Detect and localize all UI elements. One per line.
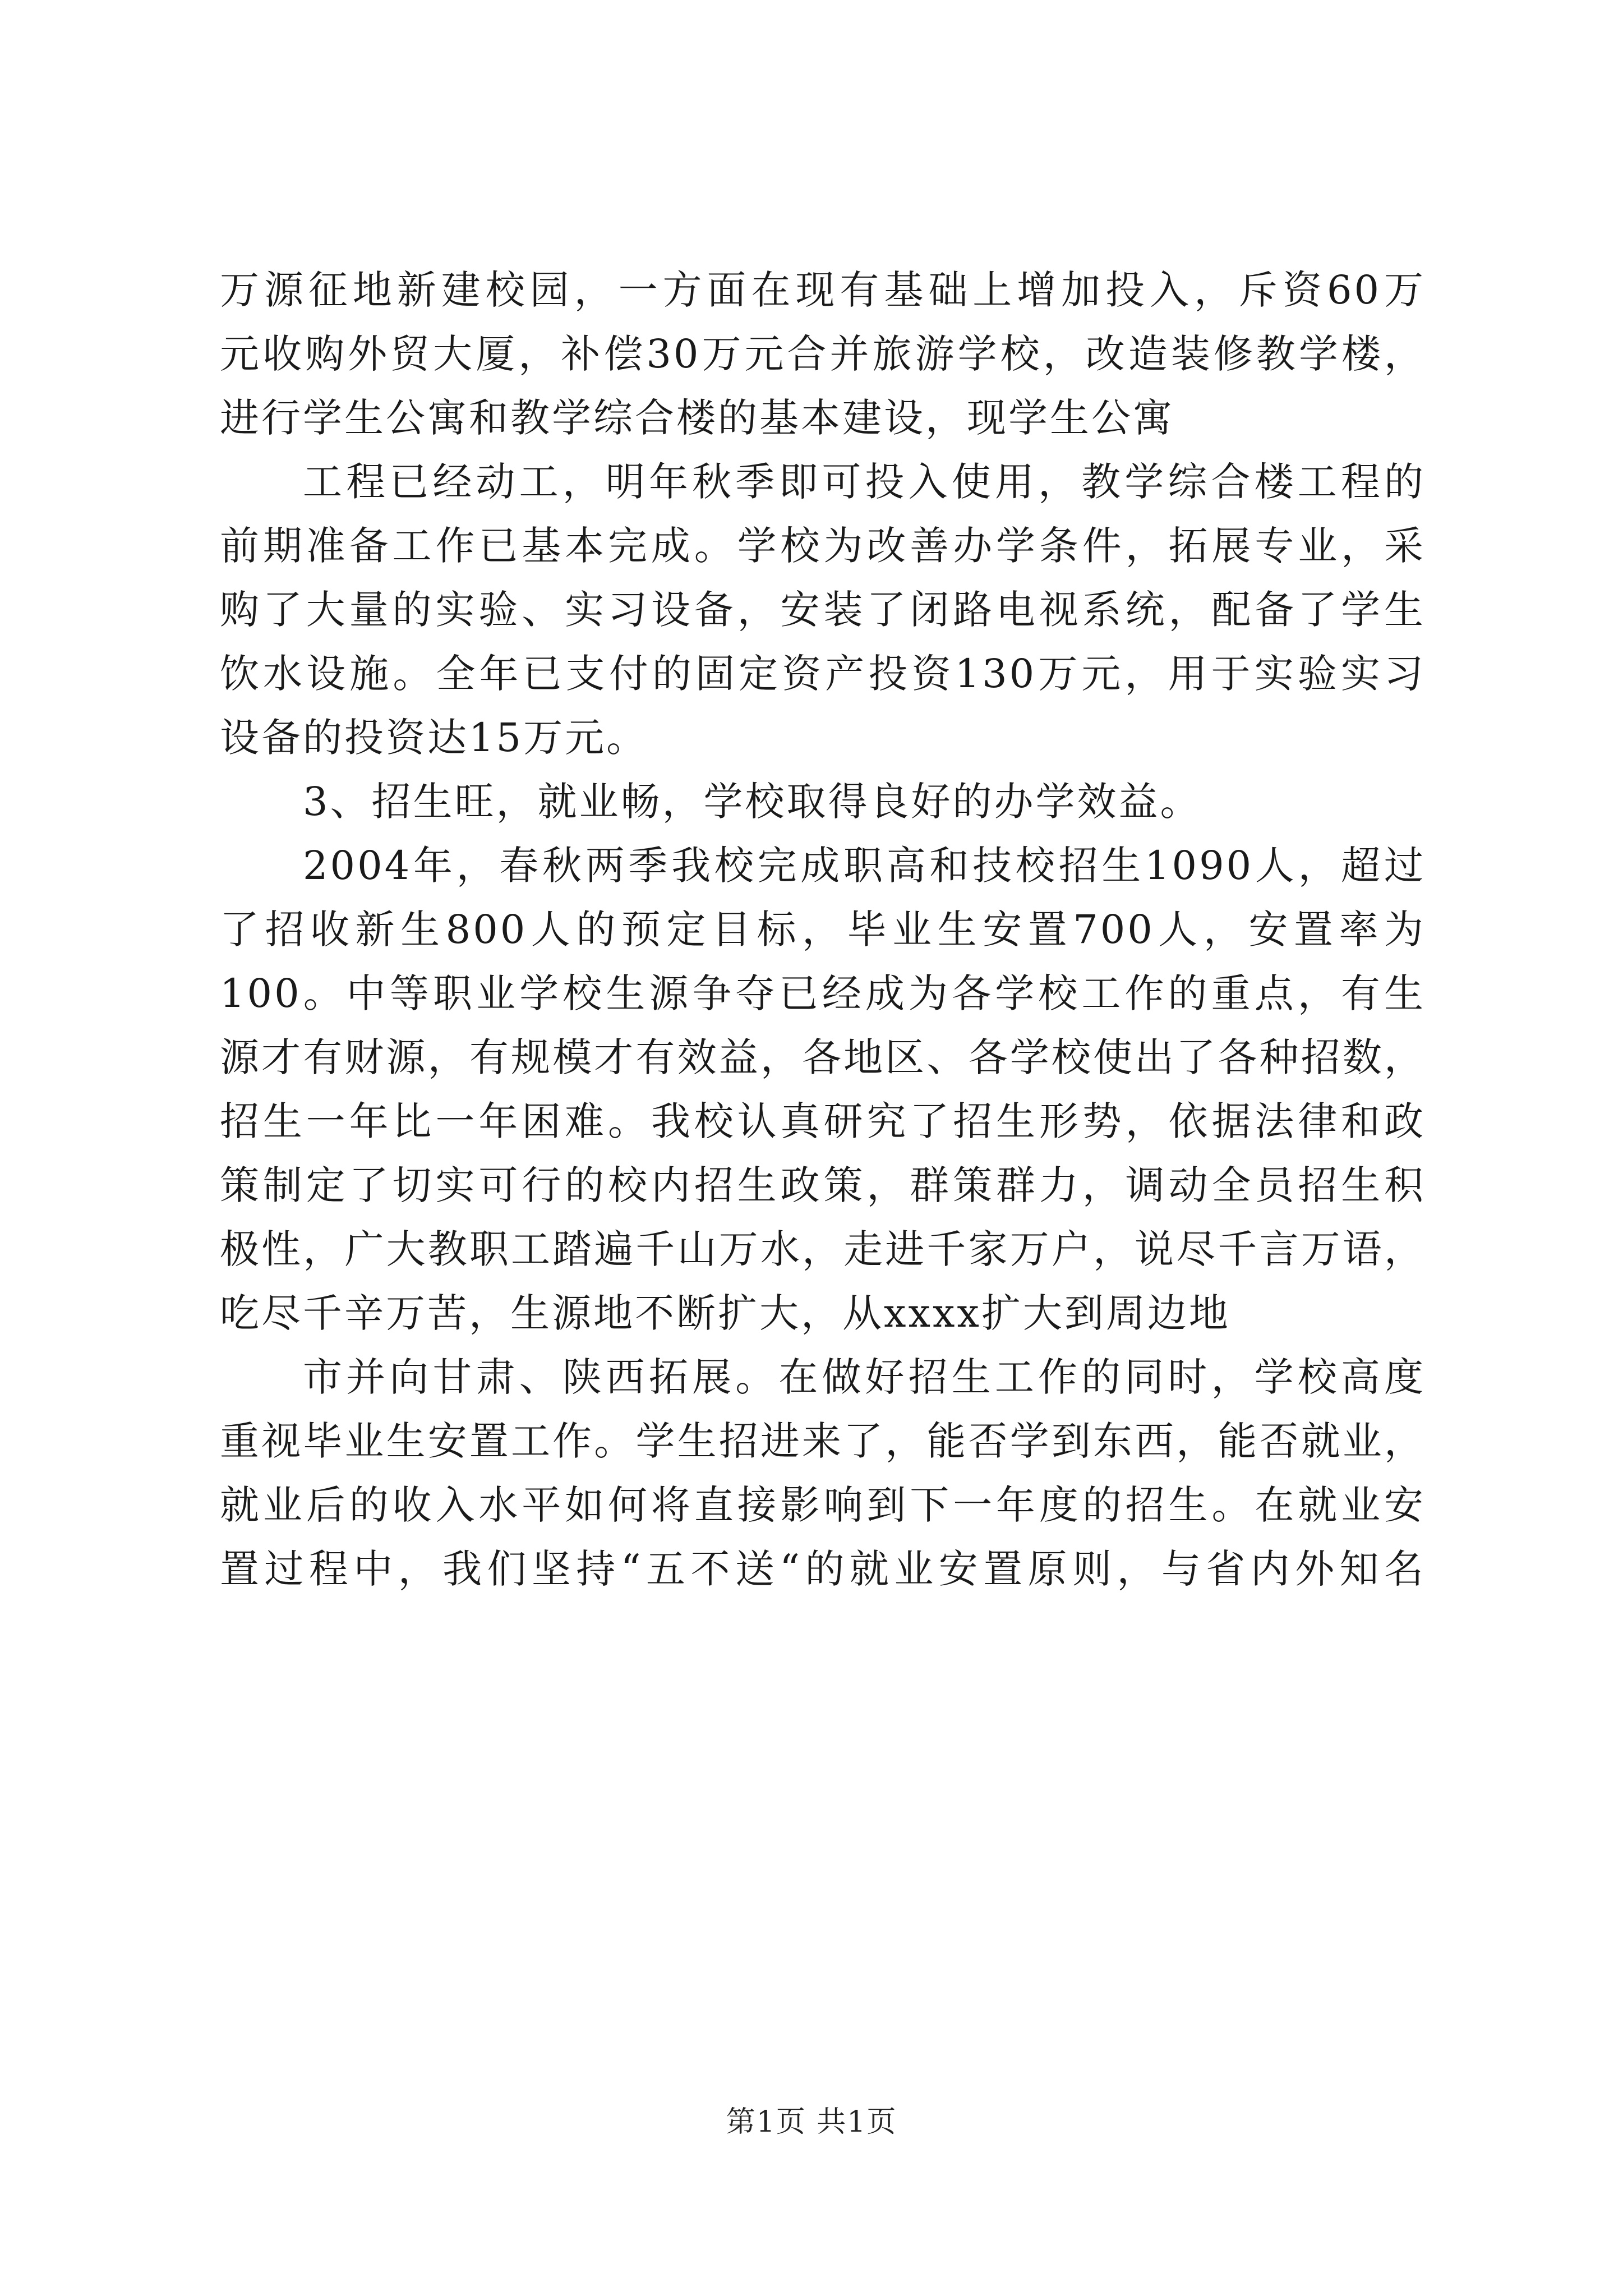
text-line: 重视毕业生安置工作。学生招进来了，能否学到东西，能否就业， [220,1418,1426,1464]
text-line: 置过程中，我们坚持“五不送“的就业安置原则，与省内外知名 [220,1546,1426,1592]
text-line: 前期准备工作已基本完成。学校为改善办学条件，拓展专业，采 [220,523,1426,569]
text-line: 购了大量的实验、实习设备，安装了闭路电视系统，配备了学生 [220,587,1426,633]
text-line: 饮水设施。全年已支付的固定资产投资130万元，用于实验实习 [220,651,1426,697]
document-body [220,258,1426,1601]
paragraph-start-line: 2004年，春秋两季我校完成职高和技校招生1090人，超过 [303,843,1426,889]
text-line: 源才有财源，有规模才有效益，各地区、各学校使出了各种招数， [220,1034,1426,1080]
text-line: 进行学生公寓和教学综合楼的基本建设，现学生公寓 [220,395,1174,441]
text-line: 策制定了切实可行的校内招生政策，群策群力，调动全员招生积 [220,1162,1426,1208]
text-line: 了招收新生800人的预定目标，毕业生安置700人，安置率为 [220,907,1426,953]
text-line: 吃尽千辛万苦，生源地不断扩大，从xxxx扩大到周边地 [220,1290,1230,1336]
text-line: 招生一年比一年困难。我校认真研究了招生形势，依据法律和政 [220,1098,1426,1144]
text-line: 就业后的收入水平如何将直接影响到下一年度的招生。在就业安 [220,1482,1426,1528]
paragraph-start-line: 工程已经动工，明年秋季即可投入使用，教学综合楼工程的 [303,459,1426,505]
text-line: 设备的投资达15万元。 [220,715,648,761]
page-number-footer: 第1页 共1页 [726,2105,897,2139]
text-line: 元收购外贸大厦，补偿30万元合并旅游学校，改造装修教学楼， [220,331,1426,377]
text-line: 万源征地新建校园，一方面在现有基础上增加投入，斥资60万 [220,267,1426,313]
section-heading: 3、招生旺，就业畅，学校取得良好的办学效益。 [303,779,1202,825]
paragraph-start-line: 市并向甘肃、陕西拓展。在做好招生工作的同时，学校高度 [303,1354,1426,1400]
text-line: 100。中等职业学校生源争夺已经成为各学校工作的重点，有生 [220,970,1426,1016]
text-line: 极性，广大教职工踏遍千山万水，走进千家万户，说尽千言万语， [220,1226,1426,1272]
